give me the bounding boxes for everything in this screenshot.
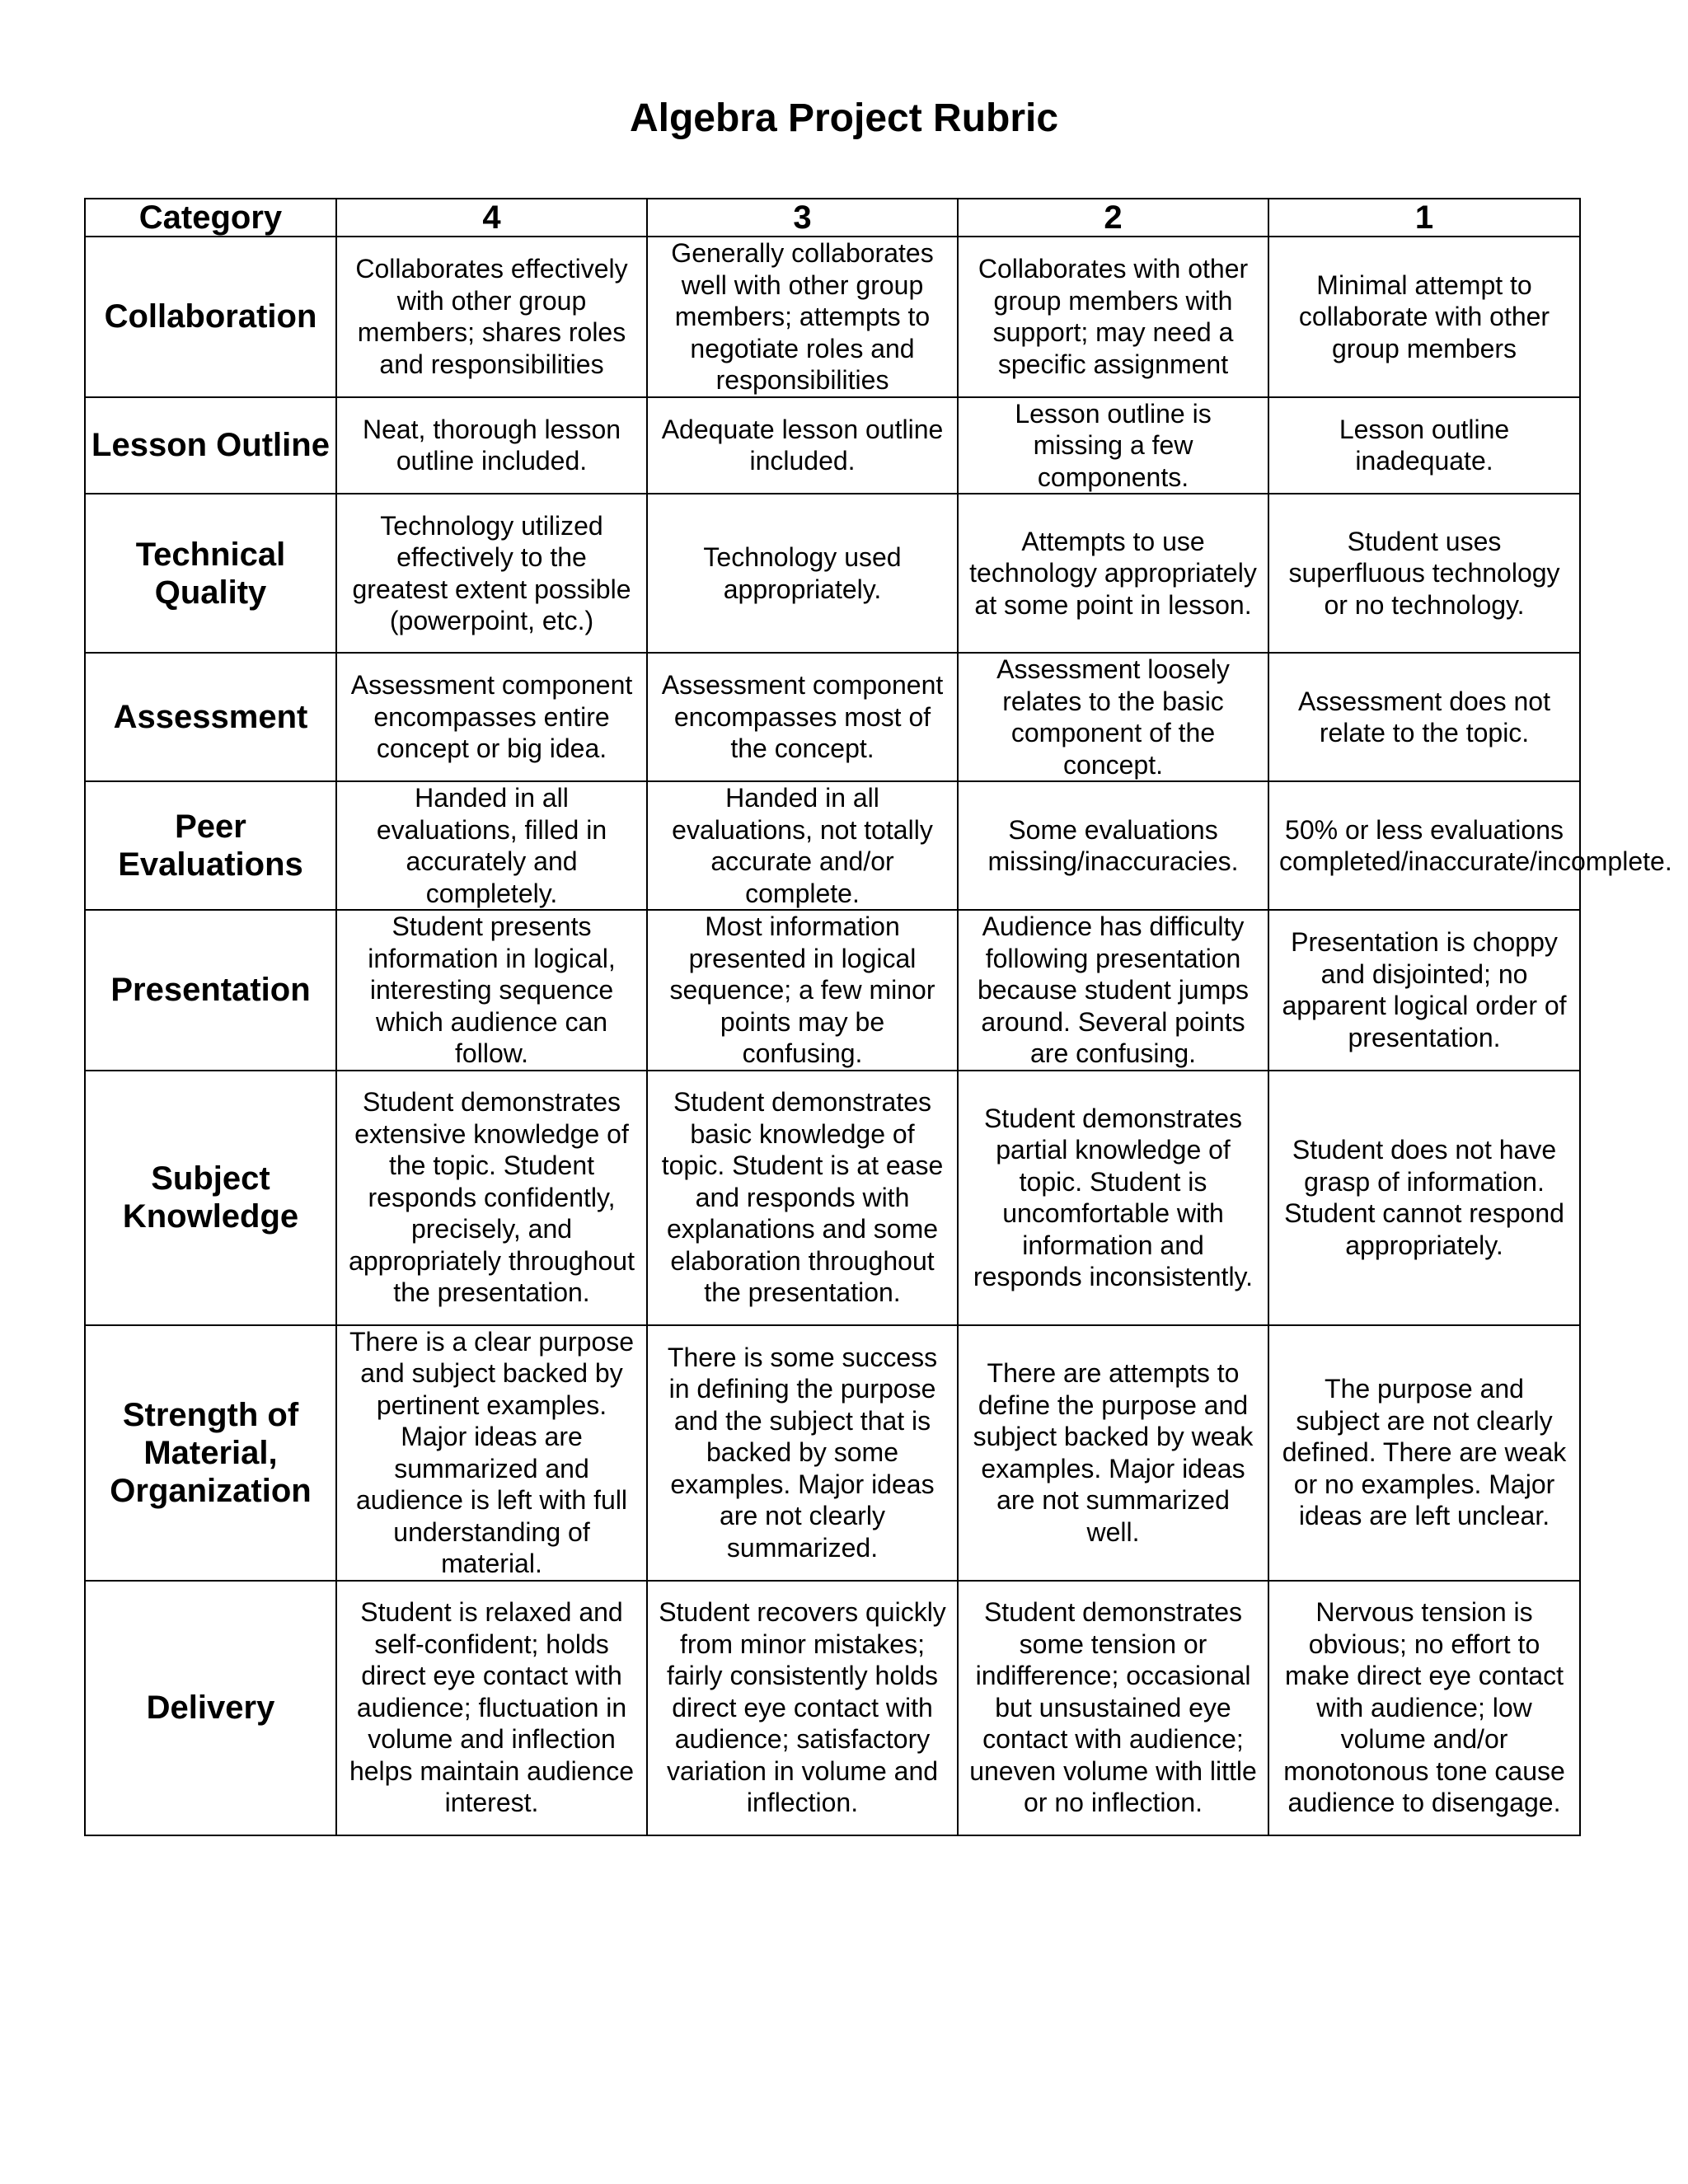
rubric-cell: Some evaluations missing/inaccuracies. bbox=[958, 781, 1268, 910]
header-score-1: 1 bbox=[1268, 199, 1580, 237]
table-row bbox=[85, 1071, 1580, 1325]
header-row bbox=[85, 199, 1580, 237]
rubric-cell: Assessment component encompasses entire concept or big idea. bbox=[336, 653, 647, 781]
rubric-cell: 50% or less evaluations completed/inaccurate/incomplete. bbox=[1268, 781, 1580, 910]
rubric-cell: Most information presented in logical sequence; a few minor points may be confusing. bbox=[647, 910, 958, 1071]
row-category: Assessment bbox=[85, 653, 336, 781]
header-score-4: 4 bbox=[336, 199, 647, 237]
rubric-cell: Collaborates with other group members with support; may need a specific assignment bbox=[958, 237, 1268, 397]
table-row bbox=[85, 397, 1580, 494]
rubric-cell: Nervous tension is obvious; no effort to make direct eye contact with audience; low volume and/or monotonous tone cause audience to disengage. bbox=[1268, 1581, 1580, 1835]
row-category: Strength of Material, Organization bbox=[85, 1325, 336, 1581]
rubric-cell: There are attempts to define the purpose and subject backed by weak examples. Major ideas are not summarized well. bbox=[958, 1325, 1268, 1581]
rubric-cell: Technology used appropriately. bbox=[647, 494, 958, 653]
row-category: Subject Knowledge bbox=[85, 1071, 336, 1325]
rubric-cell: Student demonstrates partial knowledge of topic. Student is uncomfortable with information and responds inconsistently. bbox=[958, 1071, 1268, 1325]
rubric-cell: There is some success in defining the purpose and the subject that is backed by some examples. Major ideas are not clearly summarized. bbox=[647, 1325, 958, 1581]
rubric-cell: Assessment component encompasses most of the concept. bbox=[647, 653, 958, 781]
table-row bbox=[85, 1325, 1580, 1581]
row-category: Peer Evaluations bbox=[85, 781, 336, 910]
row-category: Collaboration bbox=[85, 237, 336, 397]
rubric-cell: Audience has difficulty following presentation because student jumps around. Several points are confusing. bbox=[958, 910, 1268, 1071]
rubric-cell: Handed in all evaluations, not totally accurate and/or complete. bbox=[647, 781, 958, 910]
rubric-cell: Minimal attempt to collaborate with other group members bbox=[1268, 237, 1580, 397]
row-category: Lesson Outline bbox=[85, 397, 336, 494]
rubric-cell: There is a clear purpose and subject backed by pertinent examples. Major ideas are summarized and audience is left with full understanding of material. bbox=[336, 1325, 647, 1581]
header-category: Category bbox=[85, 199, 336, 237]
rubric-cell: Technology utilized effectively to the greatest extent possible (powerpoint, etc.) bbox=[336, 494, 647, 653]
rubric-cell: Handed in all evaluations, filled in accurately and completely. bbox=[336, 781, 647, 910]
rubric-cell: Assessment does not relate to the topic. bbox=[1268, 653, 1580, 781]
rubric-cell: Generally collaborates well with other group members; attempts to negotiate roles and responsibilities bbox=[647, 237, 958, 397]
row-category: Delivery bbox=[85, 1581, 336, 1835]
row-category: Technical Quality bbox=[85, 494, 336, 653]
table-row bbox=[85, 494, 1580, 653]
rubric-cell: Student is relaxed and self-confident; holds direct eye contact with audience; fluctuation in volume and inflection helps maintain audience interest. bbox=[336, 1581, 647, 1835]
table-row bbox=[85, 910, 1580, 1071]
header-score-3: 3 bbox=[647, 199, 958, 237]
rubric-cell: Attempts to use technology appropriately at some point in lesson. bbox=[958, 494, 1268, 653]
table-row bbox=[85, 781, 1580, 910]
rubric-cell: Presentation is choppy and disjointed; no apparent logical order of presentation. bbox=[1268, 910, 1580, 1071]
rubric-table bbox=[84, 198, 1672, 1836]
page-title: Algebra Project Rubric bbox=[629, 96, 1059, 140]
rubric-cell: Student demonstrates basic knowledge of topic. Student is at ease and responds with explanations and some elaboration throughout the presentation. bbox=[647, 1071, 958, 1325]
header-score-2: 2 bbox=[958, 199, 1268, 237]
rubric-cell: Neat, thorough lesson outline included. bbox=[336, 397, 647, 494]
table-row bbox=[85, 237, 1580, 397]
rubric-cell: Student demonstrates extensive knowledge of the topic. Student responds confidently, precisely, and appropriately throughout the presentation. bbox=[336, 1071, 647, 1325]
rubric-cell: The purpose and subject are not clearly defined. There are weak or no examples. Major ideas are left unclear. bbox=[1268, 1325, 1580, 1581]
rubric-cell: Assessment loosely relates to the basic component of the concept. bbox=[958, 653, 1268, 781]
table-row bbox=[85, 1581, 1580, 1835]
rubric-cell: Student recovers quickly from minor mistakes; fairly consistently holds direct eye contact with audience; satisfactory variation in volume and inflection. bbox=[647, 1581, 958, 1835]
rubric-cell: Collaborates effectively with other group members; shares roles and responsibilities bbox=[336, 237, 647, 397]
row-category: Presentation bbox=[85, 910, 336, 1071]
rubric-cell: Student demonstrates some tension or indifference; occasional but unsustained eye contact with audience; uneven volume with little or no inflection. bbox=[958, 1581, 1268, 1835]
rubric-cell: Adequate lesson outline included. bbox=[647, 397, 958, 494]
rubric-cell: Student uses superfluous technology or no technology. bbox=[1268, 494, 1580, 653]
table-row bbox=[85, 653, 1580, 781]
rubric-cell: Lesson outline inadequate. bbox=[1268, 397, 1580, 494]
rubric-cell: Student presents information in logical, interesting sequence which audience can follow. bbox=[336, 910, 647, 1071]
rubric-cell: Lesson outline is missing a few components. bbox=[958, 397, 1268, 494]
rubric-cell: Student does not have grasp of information. Student cannot respond appropriately. bbox=[1268, 1071, 1580, 1325]
